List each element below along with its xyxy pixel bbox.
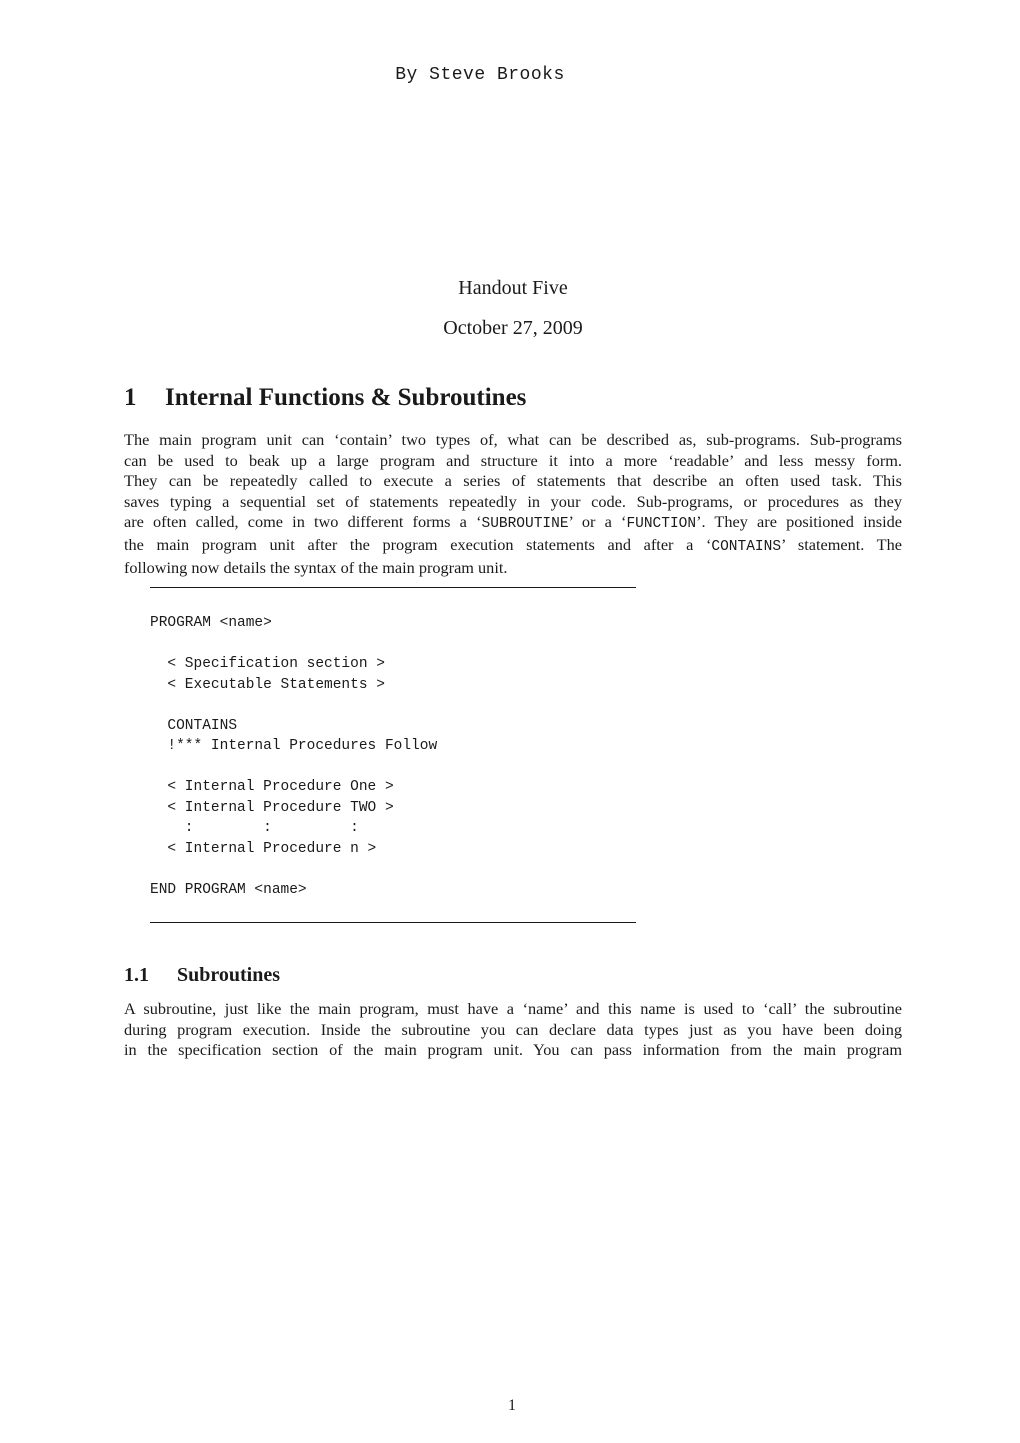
- section-title: Internal Functions & Subroutines: [165, 384, 527, 411]
- paragraph-line: are often called, come in two different forms a ‘SUBROUTINE’ or a ‘FUNCTION’. They are positioned inside: [124, 512, 902, 533]
- code-line: PROGRAM <name>: [150, 615, 272, 631]
- paragraph-line: can be used to beak up a large program and structure it into a more ‘readable’ and less messy form.: [124, 450, 902, 470]
- intro-paragraph: [124, 430, 902, 578]
- page-number: 1: [508, 1397, 516, 1414]
- code-line: : : :: [150, 820, 359, 836]
- code-line: END PROGRAM <name>: [150, 882, 307, 898]
- subsection-number: 1.1: [124, 964, 149, 986]
- code-line: < Internal Procedure One >: [150, 779, 394, 795]
- handout-title: Handout Five: [458, 277, 568, 299]
- inline-code-subroutine: SUBROUTINE: [481, 516, 569, 533]
- code-line: < Specification section >: [150, 656, 385, 672]
- inline-code-contains: CONTAINS: [711, 538, 782, 555]
- inline-code-function: FUNCTION: [626, 516, 697, 533]
- paragraph-line: saves typing a sequential set of statements repeatedly in your code. Sub-programs, or procedures as they: [124, 491, 902, 511]
- subroutines-paragraph: [124, 999, 902, 1061]
- code-block-top-rule: [150, 587, 636, 588]
- subsection-title: Subroutines: [177, 964, 281, 986]
- code-line: < Internal Procedure n >: [150, 841, 377, 857]
- paragraph-line: during program execution. Inside the subroutine you can declare data types just as you have been doing: [124, 1019, 902, 1039]
- code-block-bottom-rule: [150, 922, 636, 923]
- section-number: 1: [124, 384, 137, 411]
- code-line: < Internal Procedure TWO >: [150, 800, 394, 816]
- paragraph-line: They can be repeatedly called to execute a series of statements that describe an often used task. This: [124, 471, 902, 491]
- paragraph-line: following now details the syntax of the main program unit.: [124, 557, 508, 577]
- handout-date: October 27, 2009: [443, 317, 583, 339]
- author-header: By Steve Brooks: [395, 65, 565, 85]
- subsection-heading: [124, 964, 280, 987]
- paragraph-line: the main program unit after the program execution statements and after a ‘CONTAINS’ statement. The: [124, 534, 902, 555]
- code-line: < Executable Statements >: [150, 677, 385, 693]
- paragraph-line: The main program unit can ‘contain’ two types of, what can be described as, sub-programs. Sub-programs: [124, 430, 902, 449]
- code-line: !*** Internal Procedures Follow: [150, 738, 438, 754]
- code-line: CONTAINS: [150, 718, 238, 734]
- paragraph-line: in the specification section of the main program unit. You can pass information from the main program: [124, 1040, 902, 1060]
- paragraph-line: A subroutine, just like the main program, must have a ‘name’ and this name is used to ‘call’ the subroutine: [124, 999, 902, 1018]
- section-heading: [124, 384, 526, 412]
